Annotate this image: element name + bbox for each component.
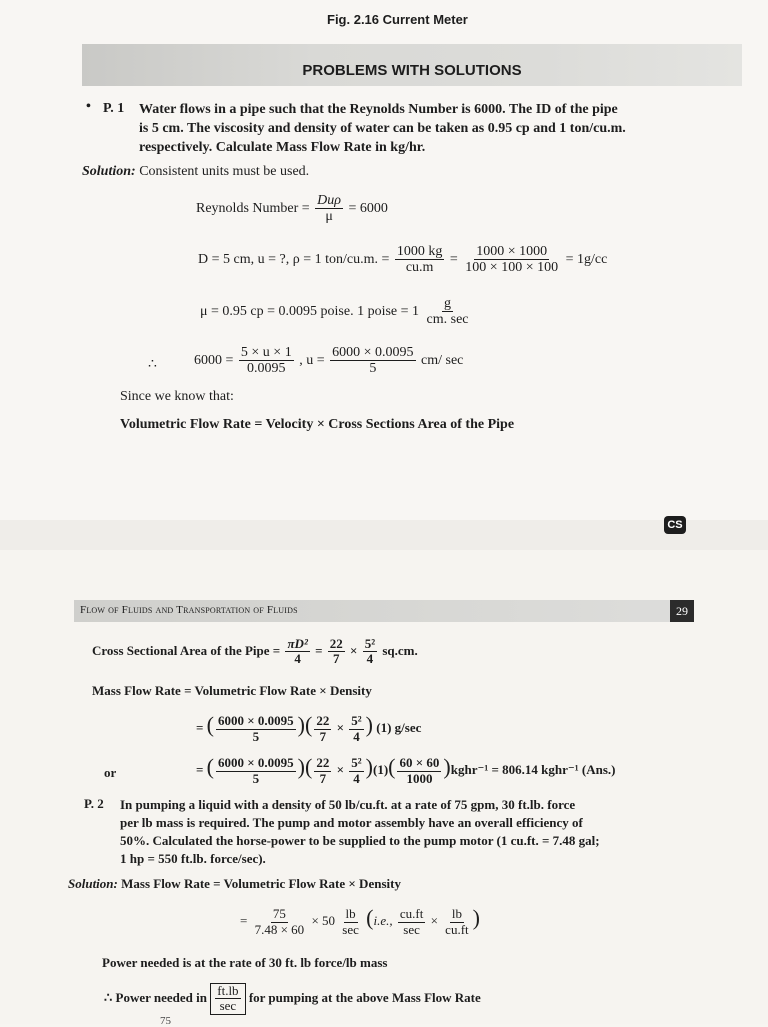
csa-frac1-den: 4 [294,651,301,667]
density-equation [198,244,607,276]
s2-frac4-num: lb [451,906,462,922]
step2-frac2-den: 7 [319,770,327,786]
step1-frac3-num: 5² [351,713,362,729]
cross-section-equation [92,637,418,667]
solution-2-equation: = $\frac{75}{7.48 \times 60}$ × 50 $\frac{lb}{\sec}$ (i.e., $\frac{cu.ft}{\sec}$ × $\frac{lb}{cu.ft}$ ) [240,905,480,937]
s2-frac2-den: sec [342,921,359,937]
problem-2-line-2: per lb mass is required. The pump and motor assembly have an overall efficiency of [120,815,583,830]
problem-2-line-3: 50%. Calculated the horse-power to be supplied to the pump motor (1 cu.ft. = 7.48 gal; [120,833,600,848]
step2-frac3-num: 5² [351,755,362,771]
s2-times: × [430,913,438,928]
power2-right: for pumping at the above Mass Flow Rate [248,989,481,1005]
volumetric-flow-rate-text: Volumetric Flow Rate = Velocity × Cross Sections Area of the Pipe [120,417,515,432]
solution-2-label: Solution: [68,876,118,891]
s2-frac3-num: cu.ft [399,906,424,922]
problem-2-line-1: In pumping a liquid with a density of 50 lb/cu.ft. at a rate of 75 gpm, 30 ft.lb. force [120,797,576,812]
csa-left: Cross Sectional Area of the Pipe = [92,642,281,658]
csa-frac2-den: 7 [333,651,340,667]
mass-flow-rate-heading: Mass Flow Rate = Volumetric Flow Rate × Density [92,683,372,698]
problem-2-label: P. 2 [84,796,104,811]
units-box-den: sec [219,998,237,1014]
velocity-mid: , u = [299,353,325,369]
velocity-frac1-num: 5 × u × 1 [240,345,292,360]
density-left: D = 5 cm, u = ?, ρ = 1 ton/cu.m. = [198,252,390,268]
reynolds-numerator: Duρ [317,193,342,208]
mass-flow-step-1: = ( $\frac{6000 \times 0.0095}{5}$ )( $\frac{22}{7}$ × $\frac{\text{5²}}{4}$ ) (1) g/sec [196,712,422,744]
step2-frac3-den: 4 [353,770,360,786]
s2-frac3-den: sec [403,921,420,937]
density-frac1-den: cu.m [405,260,434,276]
csa-equals: = [315,642,323,658]
density-frac2-den: 100 × 100 × 100 [465,260,559,276]
bullet: • [86,99,91,114]
solution-1-line [82,164,309,180]
units-box [210,983,245,1015]
therefore-symbol: ∴ [148,357,157,372]
csa-frac3-den: 4 [366,651,374,667]
density-equals: = [449,252,458,268]
step2-equals: = [196,762,204,777]
problem-1-line-3: respectively. Calculate Mass Flow Rate in kg/hr. [139,140,426,155]
problem-1-line-1: Water flows in a pipe such that the Reynolds Number is 6000. The ID of the pipe [139,102,618,117]
mass-flow-step-2: = ( $\frac{6000 \times 0.0095}{5}$ )( $\frac{22}{7}$ × $\frac{\text{5²}}{4}$ )(1)( $\frac{60 \times 60}{1000}$ )kghr⁻¹ = 806.14 kghr⁻¹ (Ans.) [196,754,616,786]
density-right: = 1g/cc [565,252,608,268]
power-needed-line-1 [102,955,387,971]
power-needed-line-2 [104,983,481,1015]
step1-frac1-num: 6000 × 0.0095 [218,713,294,729]
reynolds-right: = 6000 [348,201,388,217]
density-frac1-num: 1000 kg [396,244,443,259]
csa-frac1-num: πD² [287,636,308,651]
viscosity-equation [200,296,473,328]
csa-right: sq.cm. [382,642,418,658]
step1-frac2-num: 22 [316,713,330,729]
power-needed-text: Power needed is at the rate of 30 ft. lb force/lb mass [102,955,388,970]
step2-frac2-num: 22 [316,755,330,771]
viscosity-left: μ = 0.95 cp = 0.0095 poise. 1 poise = 1 [200,304,420,320]
s2-mid: × 50 [311,913,336,928]
step1-frac3-den: 4 [353,728,360,744]
velocity-frac2-den: 5 [369,361,377,377]
step1-right: (1) g/sec [376,720,422,735]
solution-2-text: Mass Flow Rate = Volumetric Flow Rate × Density [121,876,401,891]
s2-frac2-num: lb [345,906,356,922]
units-box-num: ft.lb [217,983,239,998]
solution-2-line [68,876,401,892]
figure-caption: Fig. 2.16 Current Meter [327,12,468,27]
s2-equals: = [240,913,248,928]
s2-ie: i.e., [373,913,393,928]
csa-frac2-num: 22 [329,636,343,651]
step1-times: × [336,720,344,735]
reynolds-left: Reynolds Number = [196,201,310,217]
csa-frac3-num: 5² [364,636,376,651]
s2-frac1-num: 75 [272,906,286,922]
s2-frac1-den: 7.48 × 60 [254,921,305,937]
viscosity-num: g [444,296,451,311]
step2-frac4-num: 60 × 60 [399,755,440,771]
step2-right: kghr⁻¹ = 806.14 kghr⁻¹ (Ans.) [450,762,616,777]
step2-frac4-den: 1000 [406,770,433,786]
problem-1-label: P. 1 [103,101,125,116]
reynolds-denominator: μ [325,209,333,225]
cut-off-line: 75 [160,1015,171,1027]
density-frac2-num: 1000 × 1000 [476,244,548,259]
velocity-frac1-den: 0.0095 [247,361,286,377]
velocity-right: cm/ sec [421,353,464,369]
s2-frac4-den: cu.ft [445,921,469,937]
page-number: 29 [670,600,694,622]
running-header: Flow of Fluids and Transportation of Fluids [80,604,298,616]
solution-1-label: Solution: [82,164,136,179]
or-text: or [104,765,117,780]
velocity-frac2-num: 6000 × 0.0095 [332,345,414,360]
section-band [82,44,742,86]
power2-left: ∴ Power needed in [104,989,207,1005]
reynolds-equation [196,193,388,225]
cs-badge: CS [664,516,686,534]
problem-1-line-2: is 5 cm. The viscosity and density of water can be taken as 0.95 cp and 1 ton/cu.m. [139,121,626,136]
since-text: Since we know that: [120,389,234,404]
problem-2-line-4: 1 hp = 550 ft.lb. force/sec). [120,851,266,866]
step2-times: × [336,762,344,777]
step2-frac1-den: 5 [252,770,260,786]
velocity-left: 6000 = [194,353,234,369]
page-gap [0,520,768,550]
step1-equals: = [196,720,204,735]
csa-times: × [350,642,358,658]
solution-1-text: Consistent units must be used. [139,164,310,179]
section-title: PROBLEMS WITH SOLUTIONS [302,62,522,79]
velocity-equation [194,345,463,377]
viscosity-den: cm. sec [426,312,469,328]
step1-frac1-den: 5 [252,728,260,744]
step1-frac2-den: 7 [319,728,327,744]
running-header-band [74,600,694,622]
step2-frac1-num: 6000 × 0.0095 [218,755,294,771]
